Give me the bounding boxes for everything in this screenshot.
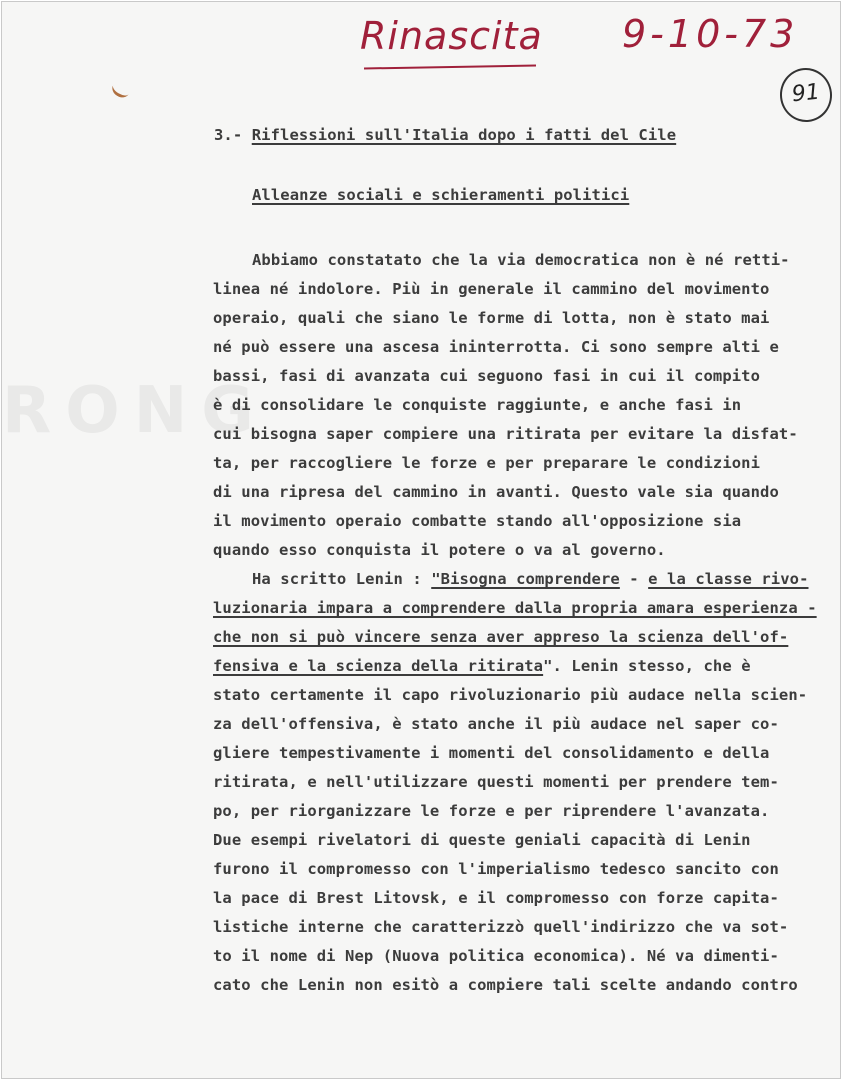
stain-mark xyxy=(109,79,132,101)
quote-text: e la classe rivo- xyxy=(648,570,809,588)
body-line: ta, per raccogliere le forze e per preparare le condizioni xyxy=(213,454,761,472)
body-line: né può essere una ascesa ininterrotta. Ci sono sempre alti e xyxy=(213,338,779,356)
body-line: bassi, fasi di avanzata cui seguono fasi in cui il compito xyxy=(213,367,761,385)
quote-line-4 xyxy=(213,657,751,675)
body-line: il movimento operaio combatte stando all'opposizione sia xyxy=(213,512,742,530)
body-line: gliere tempestivamente i momenti del consolidamento e della xyxy=(213,744,770,762)
quote-intro: Ha scritto Lenin : xyxy=(252,570,432,588)
heading-line xyxy=(214,126,676,144)
heading-number: 3.- xyxy=(214,126,243,144)
body-line: linea né indolore. Più in generale il cammino del movimento xyxy=(213,280,770,298)
body-line: za dell'offensiva, è stato anche il più audace nel saper co- xyxy=(213,715,779,733)
body-line: stato certamente il capo rivoluzionario più audace nella scien- xyxy=(213,686,808,704)
body-line: cato che Lenin non esitò a compiere tali scelte andando contro xyxy=(213,976,798,994)
body-line: ritirata, e nell'utilizzare questi momenti per prendere tem- xyxy=(213,773,779,791)
body-line: Abbiamo constatato che la via democratica non è né retti- xyxy=(252,251,790,269)
faint-watermark: RONG xyxy=(2,374,268,448)
subtitle: Alleanze sociali e schieramenti politici xyxy=(252,186,630,204)
body-line: è di consolidare le conquiste raggiunte, e anche fasi in xyxy=(213,396,742,414)
quote-after: ". Lenin stesso, che è xyxy=(543,657,751,675)
body-line: furono il compromesso con l'imperialismo tedesco sancito con xyxy=(213,860,779,878)
body-line: cui bisogna saper compiere una ritirata per evitare la disfat- xyxy=(213,425,798,443)
body-line: di una ripresa del cammino in avanti. Questo vale sia quando xyxy=(213,483,779,501)
handwritten-source: Rinascita xyxy=(360,14,543,58)
quote-line-1 xyxy=(252,570,809,588)
body-line: po, per riorganizzare le forze e per riprendere l'avanzata. xyxy=(213,802,770,820)
quote-text: fensiva e la scienza della ritirata xyxy=(213,657,544,675)
source-underline xyxy=(364,64,536,69)
document-page xyxy=(1,1,841,1079)
quote-line-3: che non si può vincere senza aver appreso la scienza dell'of- xyxy=(213,628,789,646)
body-line: operaio, quali che siano le forme di lotta, non è stato mai xyxy=(213,309,770,327)
quote-dash: - xyxy=(619,570,649,588)
handwritten-date: 9-10-73 xyxy=(622,12,799,56)
circled-page-number: 91 xyxy=(777,65,834,124)
heading-title: Riflessioni sull'Italia dopo i fatti del Cile xyxy=(251,126,677,144)
body-line: to il nome di Nep (Nuova politica economica). Né va dimenti- xyxy=(213,947,779,965)
quote-text: "Bisogna comprendere xyxy=(431,570,620,588)
body-line: la pace di Brest Litovsk, e il compromesso con forze capita- xyxy=(213,889,779,907)
body-line: listiche interne che caratterizzò quell'indirizzo che va sot- xyxy=(213,918,789,936)
body-line: quando esso conquista il potere o va al governo. xyxy=(213,541,666,559)
quote-line-2: luzionaria impara a comprendere dalla propria amara esperienza - xyxy=(213,599,817,617)
body-line: Due esempi rivelatori di queste geniali capacità di Lenin xyxy=(213,831,751,849)
